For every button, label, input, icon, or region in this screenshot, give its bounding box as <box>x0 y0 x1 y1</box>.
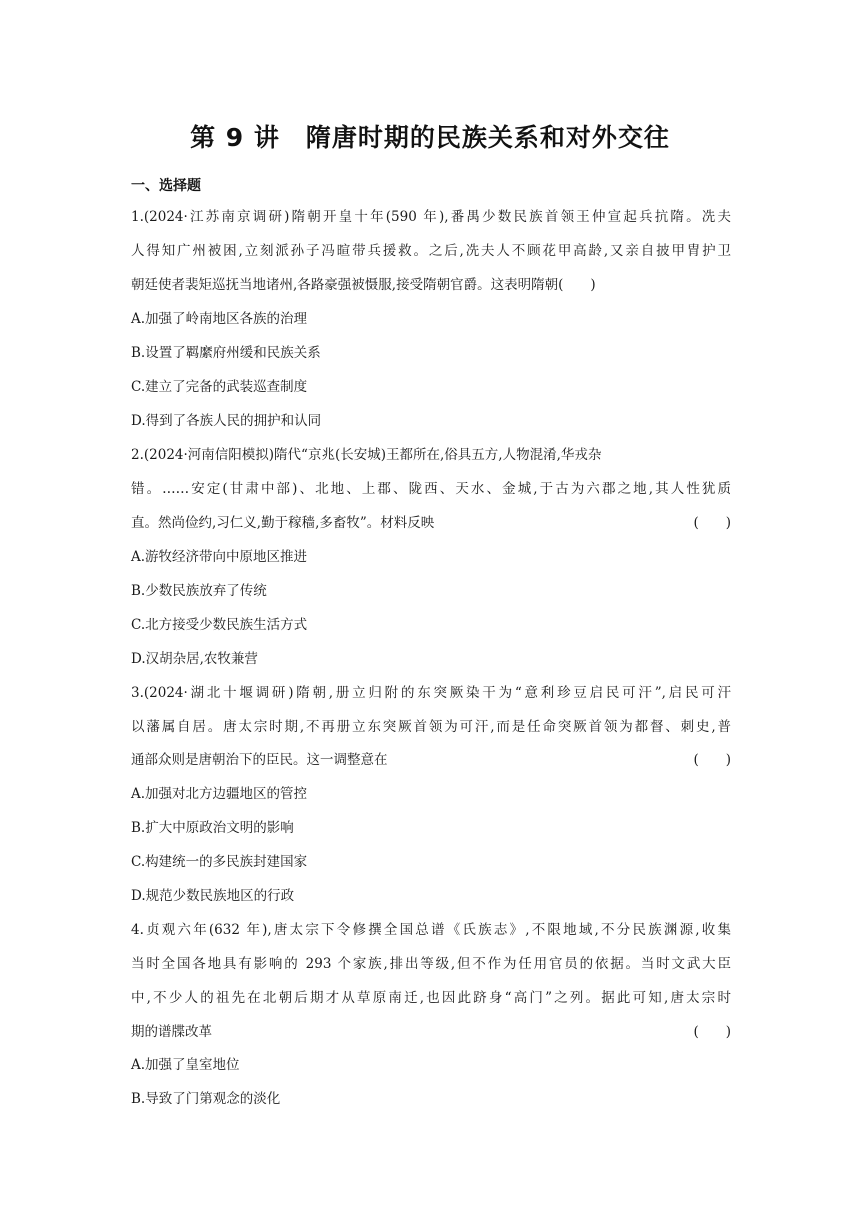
question-1-option-b: B.设置了羁縻府州缓和民族关系 <box>131 345 321 361</box>
page-title: 第 9 讲 隋唐时期的民族关系和对外交往 <box>190 123 670 152</box>
question-3-line-1: 3.(2024·湖北十堰调研)隋朝,册立归附的东突厥染干为“意利珍豆启民可汗”,启民可汗 <box>131 685 731 701</box>
answer-blank: ( ) <box>693 752 731 768</box>
question-3-line-3 <box>131 749 731 771</box>
question-4-line-4-text: 期的谱牒改革 <box>131 1024 212 1040</box>
question-4-line-1: 4.贞观六年(632 年),唐太宗下令修撰全国总谱《氏族志》,不限地域,不分民族渊源,收集 <box>131 922 731 938</box>
section-heading: 一、选择题 <box>131 178 201 194</box>
question-2-line-3 <box>131 512 731 534</box>
question-3-line-3-text: 通部众则是唐朝治下的臣民。这一调整意在 <box>131 752 388 768</box>
question-4-line-4 <box>131 1021 731 1043</box>
answer-blank: ( ) <box>693 515 731 531</box>
question-2-line-1: 2.(2024·河南信阳模拟)隋代“京兆(长安城)王都所在,俗具五方,人物混淆,华戎杂 <box>131 447 602 463</box>
question-2-option-c: C.北方接受少数民族生活方式 <box>131 617 308 633</box>
question-3-option-c: C.构建统一的多民族封建国家 <box>131 854 308 870</box>
question-3-option-a: A.加强对北方边疆地区的管控 <box>131 786 308 802</box>
question-4-option-b: B.导致了门第观念的淡化 <box>131 1091 281 1107</box>
question-1-option-d: D.得到了各族人民的拥护和认同 <box>131 413 322 429</box>
question-2-option-a: A.游牧经济带向中原地区推进 <box>131 549 308 565</box>
question-1-line-1: 1.(2024·江苏南京调研)隋朝开皇十年(590 年),番禺少数民族首领王仲宣起兵抗隋。冼夫 <box>131 209 731 225</box>
question-4-option-a: A.加强了皇室地位 <box>131 1057 240 1073</box>
question-3-option-d: D.规范少数民族地区的行政 <box>131 888 295 904</box>
question-1-option-c: C.建立了完备的武装巡查制度 <box>131 379 308 395</box>
question-2-line-3-text: 直。然尚俭约,习仁义,勤于稼穑,多畜牧”。材料反映 <box>131 515 435 531</box>
question-2-option-b: B.少数民族放弃了传统 <box>131 583 267 599</box>
answer-blank: ( ) <box>693 1024 731 1040</box>
question-3-line-2: 以藩属自居。唐太宗时期,不再册立东突厥首领为可汗,而是任命突厥首领为都督、刺史,普 <box>131 719 731 735</box>
question-1-line-2: 人得知广州被困,立刻派孙子冯暄带兵援救。之后,冼夫人不顾花甲高龄,又亲自披甲胄护卫 <box>131 243 731 259</box>
question-1-option-a: A.加强了岭南地区各族的治理 <box>131 311 308 327</box>
question-3-option-b: B.扩大中原政治文明的影响 <box>131 820 294 836</box>
question-2-option-d: D.汉胡杂居,农牧兼营 <box>131 651 258 667</box>
question-4-line-2: 当时全国各地具有影响的 293 个家族,排出等级,但不作为任用官员的依据。当时文武大臣 <box>131 956 731 972</box>
question-1-line-3: 朝廷使者裴矩巡抚当地诸州,各路豪强被慑服,接受隋朝官爵。这表明隋朝( ) <box>131 277 596 293</box>
question-2-line-2: 错。……安定(甘肃中部)、北地、上郡、陇西、天水、金城,于古为六郡之地,其人性犹质 <box>131 481 731 497</box>
question-4-line-3: 中,不少人的祖先在北朝后期才从草原南迁,也因此跻身“高门”之列。据此可知,唐太宗时 <box>131 990 731 1006</box>
